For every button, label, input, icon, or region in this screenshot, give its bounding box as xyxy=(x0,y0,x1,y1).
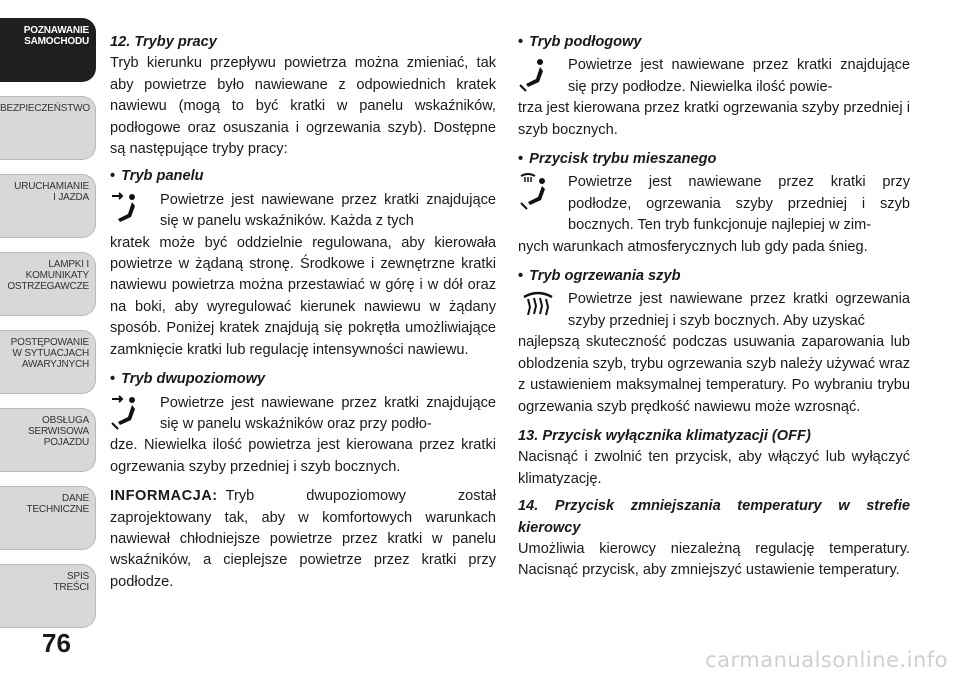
tab-dane-techniczne[interactable]: DANE TECHNICZNE xyxy=(0,486,96,550)
panel-mode-icon xyxy=(110,190,152,230)
defrost-icon xyxy=(518,289,560,329)
left-column xyxy=(110,32,496,599)
panel-mode-title: Tryb panelu xyxy=(121,168,204,185)
tab-lampki-komunikaty[interactable]: LAMPKI I KOMUNIKATY OSTRZEGAWCZE xyxy=(0,252,96,316)
mix-mode-block xyxy=(518,172,910,258)
defrost-mode-text: najlepszą skuteczność podczas usuwania zaparowania lub oblodzenia szyb, trybu ogrzewania szyb należy używać wraz z ustawieniem maksymalnej temperatury. Po wybraniu trybu ogrzewania szyb prędkość nawiewu może wzrosnąć. xyxy=(518,334,910,415)
bilevel-mode-heading: • Tryb dwupoziomowy xyxy=(110,371,266,388)
mix-mode-text-first: Powietrze jest nawiewane przez kratki przy podłodze, ogrzewania szyby przedniej i szyb bocznych. Ten tryb funkcjonuje najlepiej w zim- xyxy=(568,174,910,234)
tab-uruchamianie-i-jazda[interactable]: URUCHAMIANIE I JAZDA xyxy=(0,174,96,238)
floor-mode-text-first: Powietrze jest nawiewane przez kratki znajdujące się przy podłodze. Niewielka ilość powie- xyxy=(568,57,910,95)
info-text: Tryb dwupoziomowy został zaprojektowany tak, aby w komfortowych warunkach nawiewał chłodniejsze powietrze przez kratki w panelu wskaźników, a cieplejsze powietrze przez kratki przy podłodze. xyxy=(110,488,496,590)
mix-mode-icon xyxy=(518,172,560,212)
floor-mode-title: Tryb podłogowy xyxy=(529,34,642,50)
tab-spis-tresci[interactable]: SPIS TREŚCI xyxy=(0,564,96,628)
mix-mode-title: Przycisk trybu mieszanego xyxy=(529,151,717,168)
floor-mode-block xyxy=(518,55,910,141)
section-13-text: Nacisnąć i zwolnić ten przycisk, aby włączyć lub wyłączyć klimatyzację. xyxy=(518,449,910,487)
section-heading-13: 13. Przycisk wyłącznika klimatyzacji (OFF) xyxy=(518,427,811,444)
defrost-mode-title: Tryb ogrzewania szyb xyxy=(529,268,681,285)
panel-mode-text-first: Powietrze jest nawiewane przez kratki znajdujące się w panelu wskaźników. Każda z tych xyxy=(160,191,496,230)
defrost-mode-text-first: Powietrze jest nawiewane przez kratki ogrzewania szyby przedniej i szyb bocznych. Aby uzyskać xyxy=(568,291,910,329)
bilevel-mode-title: Tryb dwupoziomowy xyxy=(121,371,266,388)
panel-mode-text: kratek może być oddzielnie regulowana, aby kierowała powietrze w żądaną stronę. Środkowe i zewnętrzne kratki nawiewu powietrza można przestawiać w górę i w dół oraz na boki, aby wyregulować kierunek nawiewu w żądany sposób. Poniżej kratek znajdują się pokrętła umożliwiające zamknięcie kratki lub regulację intensywności nawiewu. xyxy=(110,234,496,358)
page-number: 76 xyxy=(42,628,71,658)
panel-mode-heading: • Tryb panelu xyxy=(110,168,204,185)
bilevel-mode-text: dze. Niewielka ilość powietrza jest kierowana przez kratki ogrzewania szyby przedniej i szyb bocznych. xyxy=(110,437,496,475)
watermark: carmanualsonline.info xyxy=(705,648,948,672)
tab-poznawanie-samochodu[interactable]: POZNAWANIE SAMOCHODU xyxy=(0,18,96,82)
defrost-mode-block xyxy=(518,289,910,417)
info-paragraph xyxy=(110,486,496,593)
tab-bezpieczenstwo[interactable]: BEZPIECZEŃSTWO xyxy=(0,96,96,160)
mix-mode-text: nych warunkach atmosferycznych lub gdy pada śnieg. xyxy=(518,238,868,255)
tab-postepowanie-awaryjne[interactable]: POSTĘPOWANIE W SYTUACJACH AWARYJNYCH xyxy=(0,330,96,394)
bilevel-mode-text-first: Powietrze jest nawiewane przez kratki znajdujące się w panelu wskaźników oraz przy podło- xyxy=(160,394,496,432)
section-14-text: Umożliwia kierowcy niezależną regulację temperatury. Nacisnąć przycisk, aby zmniejszyć ustawienie temperatury. xyxy=(518,540,910,579)
floor-mode-icon xyxy=(518,55,560,95)
bilevel-mode-block xyxy=(110,393,496,479)
floor-mode-text: trza jest kierowana przez kratki ogrzewania szyby przedniej i szyb bocznych. xyxy=(518,100,910,138)
defrost-mode-heading: • Tryb ogrzewania szyb xyxy=(518,268,681,285)
info-label: INFORMACJA: xyxy=(110,488,218,505)
section-heading-14: 14. Przycisk zmniejszania temperatury w strefie kierowcy xyxy=(518,498,910,536)
intro-paragraph: Tryb kierunku przepływu powietrza można zmieniać, tak aby powietrze było nawiewane z odpowiednich kratek nawiewu (mogą to być kratki w panelu wskaźników, podłogowe oraz osuszania i ogrzewania szyb). Dostępne są następujące tryby pracy: xyxy=(110,55,496,158)
section-heading-12: 12. Tryby pracy xyxy=(110,34,217,50)
tab-obsluga-serwisowa[interactable]: OBSŁUGA SERWISOWA POJAZDU xyxy=(0,408,96,472)
mix-mode-heading: • Przycisk trybu mieszanego xyxy=(518,151,717,168)
bilevel-mode-icon xyxy=(110,393,152,433)
floor-mode-heading: • Tryb podłogowy xyxy=(518,34,642,50)
right-column xyxy=(518,32,910,588)
panel-mode-block xyxy=(110,190,496,361)
